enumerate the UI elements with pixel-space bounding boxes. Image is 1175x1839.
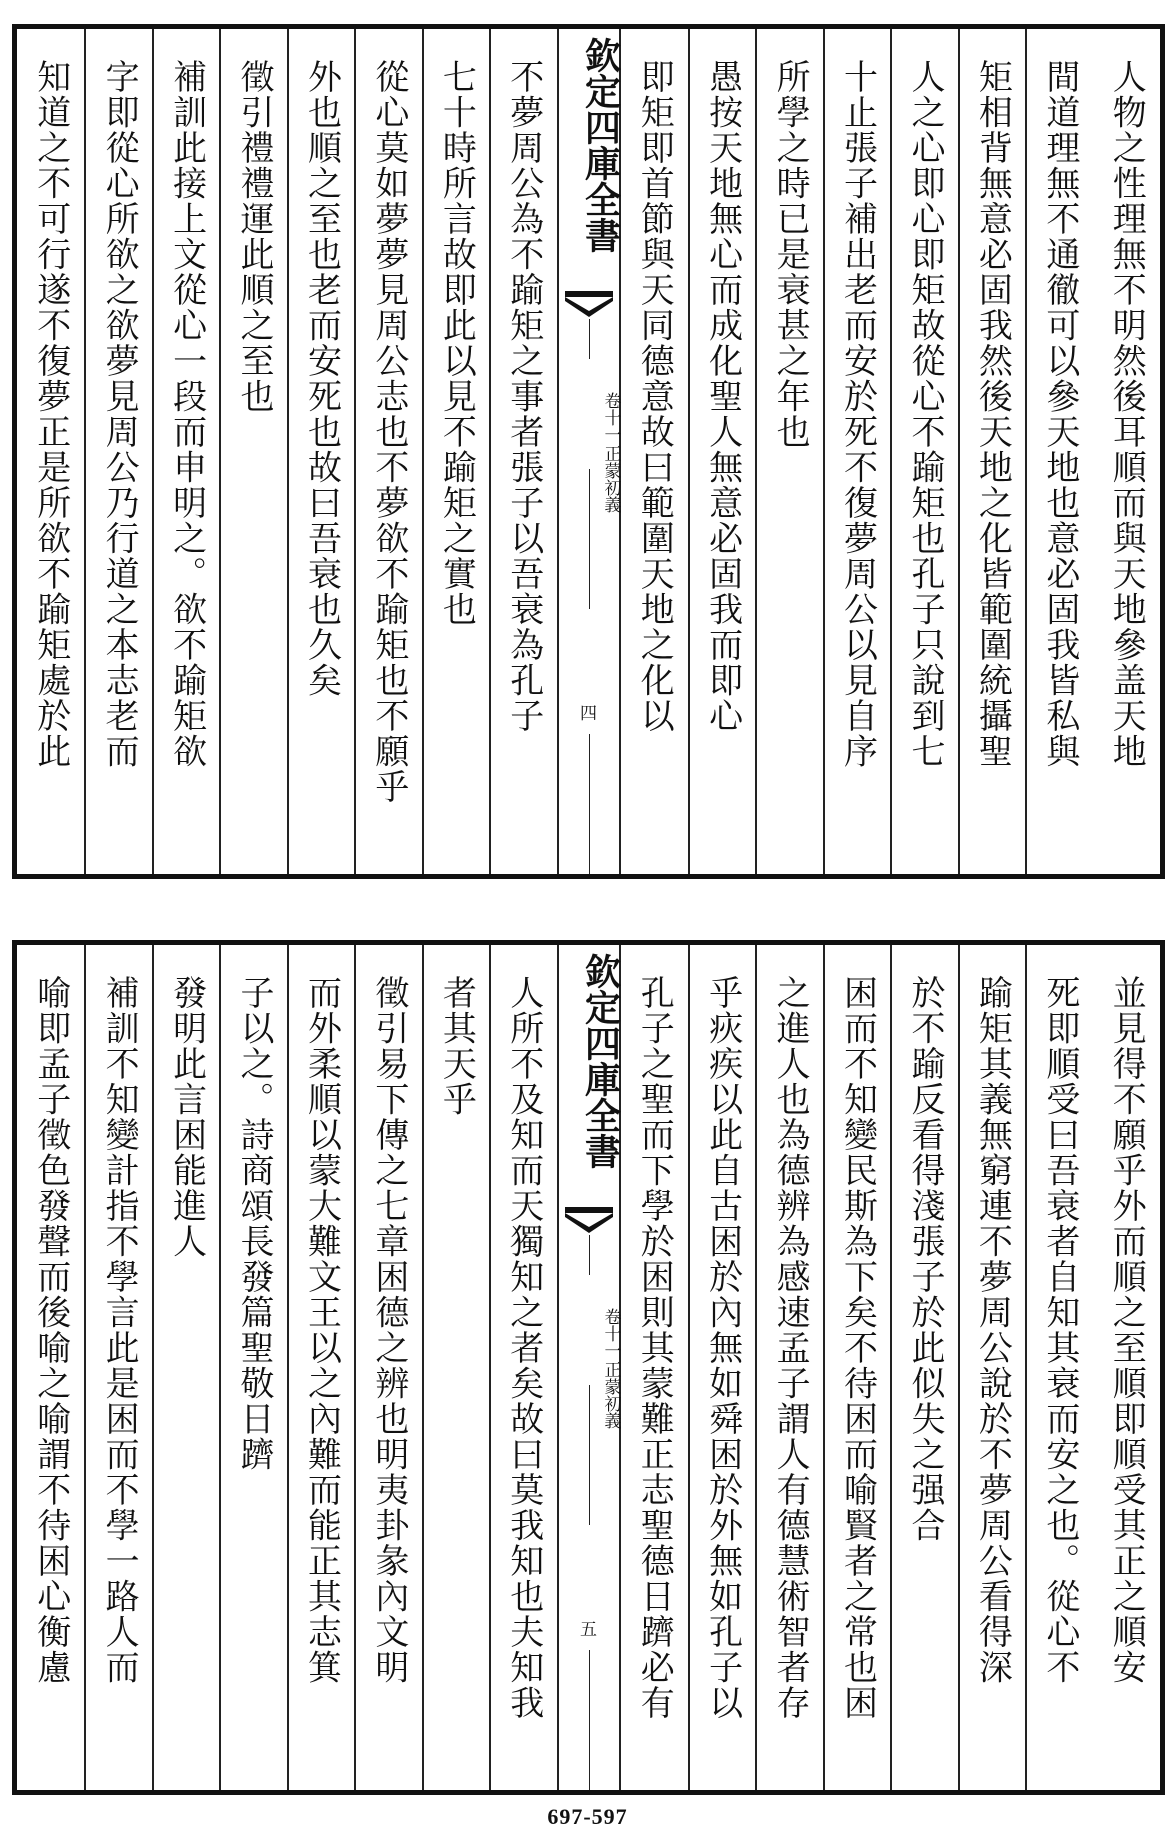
text-column <box>422 29 489 874</box>
text-column <box>84 945 151 1790</box>
text-column <box>1025 945 1092 1790</box>
column-text: 死即順受曰吾衰者自知其衰而安之也。從心不 <box>1039 975 1080 1685</box>
column-text: 子以之。詩商頌長發篇聖敬日躋 <box>234 975 275 1472</box>
text-column <box>621 945 688 1790</box>
text-column <box>489 29 556 874</box>
text-column <box>1093 945 1160 1790</box>
text-column <box>958 945 1025 1790</box>
text-column <box>1093 29 1160 874</box>
column-text: 徵引易下傳之七章困德之辨也明夷卦彖內文明 <box>368 975 409 1685</box>
text-column <box>755 29 822 874</box>
text-column <box>1025 29 1092 874</box>
center-rule <box>589 319 590 359</box>
text-column <box>17 945 84 1790</box>
column-text: 即矩即首節與天同德意故曰範圍天地之化以 <box>634 59 675 734</box>
bottom-page <box>12 940 1165 1795</box>
text-column <box>890 945 957 1790</box>
leaf-number: 四 <box>580 704 597 724</box>
page-footer-number: 697-597 <box>547 1804 628 1829</box>
column-text: 間道理無不通徹可以參天地也意必固我皆私與 <box>1039 59 1080 769</box>
column-text: 踰矩其義無窮連不夢周公說於不夢周公看得深 <box>972 975 1013 1685</box>
column-text: 困而不知變民斯為下矣不待困而喻賢者之常也困 <box>837 975 878 1721</box>
text-column <box>152 945 219 1790</box>
column-text: 乎疢疾以此自古困於內無如舜困於外無如孔子以 <box>702 975 743 1721</box>
center-rule <box>589 469 590 609</box>
center-rule <box>589 1235 590 1275</box>
text-column <box>354 29 421 874</box>
column-text: 徵引禮禮運此順之至也 <box>234 59 275 414</box>
center-rule <box>589 1385 590 1525</box>
text-column <box>958 29 1025 874</box>
column-text: 十止張子補出老而安於死不復夢周公以見自序 <box>837 59 878 769</box>
column-text: 於不踰反看得淺張子於此似失之强合 <box>904 975 945 1543</box>
column-text: 不夢周公為不踰矩之事者張子以吾衰為孔子 <box>503 59 544 734</box>
text-column <box>823 945 890 1790</box>
center-title: 欽定四庫全書 <box>579 953 622 1169</box>
column-text: 而外柔順以蒙大難文王以之內難而能正其志箕 <box>301 975 342 1685</box>
column-text: 愚按天地無心而成化聖人無意必固我而即心 <box>702 59 743 734</box>
text-column <box>688 945 755 1790</box>
text-column <box>621 29 688 874</box>
column-text: 人物之性理無不明然後耳順而與天地參盖天地 <box>1106 59 1147 769</box>
top-page <box>12 24 1165 879</box>
column-text: 補訓此接上文從心一段而申明之。欲不踰矩欲 <box>166 59 207 769</box>
text-column <box>823 29 890 874</box>
center-strip <box>557 945 621 1790</box>
volume-label: 卷十一 <box>600 392 621 443</box>
center-strip <box>557 29 621 874</box>
book-title: 正蒙初義 <box>600 445 621 513</box>
text-column <box>688 29 755 874</box>
column-text: 從心莫如夢夢見周公志也不夢欲不踰矩也不願乎 <box>368 59 409 805</box>
column-text: 補訓不知變計指不學言此是困而不學一路人而 <box>99 975 140 1685</box>
text-column <box>219 945 286 1790</box>
column-text: 知道之不可行遂不復夢正是所欲不踰矩處於此 <box>30 59 71 769</box>
text-column <box>489 945 556 1790</box>
center-title: 欽定四庫全書 <box>579 37 622 253</box>
column-text: 並見得不願乎外而順之至順即順受其正之順安 <box>1106 975 1147 1685</box>
volume-label: 卷十一 <box>600 1308 621 1359</box>
column-text: 喻即孟子徵色發聲而後喻之喻謂不待困心衡慮 <box>30 975 71 1685</box>
center-rule <box>589 734 590 874</box>
leaf-number: 五 <box>580 1620 597 1640</box>
column-text: 外也順之至也老而安死也故曰吾衰也久矣 <box>301 59 342 698</box>
text-column <box>354 945 421 1790</box>
column-text: 所學之時已是衰甚之年也 <box>770 59 811 450</box>
column-text: 人所不及知而天獨知之者矣故曰莫我知也夫知我 <box>503 975 544 1721</box>
text-column <box>17 29 84 874</box>
center-rule <box>589 1650 590 1790</box>
fishtail-mark-icon <box>565 1207 613 1233</box>
column-text: 七十時所言故即此以見不踰矩之實也 <box>436 59 477 627</box>
bottom-page-columns <box>17 945 1160 1790</box>
top-page-columns <box>17 29 1160 874</box>
fishtail-mark-icon <box>565 291 613 317</box>
text-column <box>422 945 489 1790</box>
column-text: 孔子之聖而下學於困則其蒙難正志聖德日躋必有 <box>634 975 675 1721</box>
text-column <box>755 945 822 1790</box>
text-column <box>152 29 219 874</box>
text-column <box>287 29 354 874</box>
column-text: 發明此言困能進人 <box>166 975 207 1259</box>
column-text: 人之心即心即矩故從心不踰矩也孔子只說到七 <box>904 59 945 769</box>
text-column <box>890 29 957 874</box>
text-column <box>219 29 286 874</box>
text-column <box>287 945 354 1790</box>
column-text: 字即從心所欲之欲夢見周公乃行道之本志老而 <box>99 59 140 769</box>
column-text: 矩相背無意必固我然後天地之化皆範圍統攝聖 <box>972 59 1013 769</box>
text-column <box>84 29 151 874</box>
column-text: 者其天乎 <box>436 975 477 1117</box>
column-text: 之進人也為德辨為感速孟子謂人有德慧術智者存 <box>770 975 811 1721</box>
book-title: 正蒙初義 <box>600 1361 621 1429</box>
